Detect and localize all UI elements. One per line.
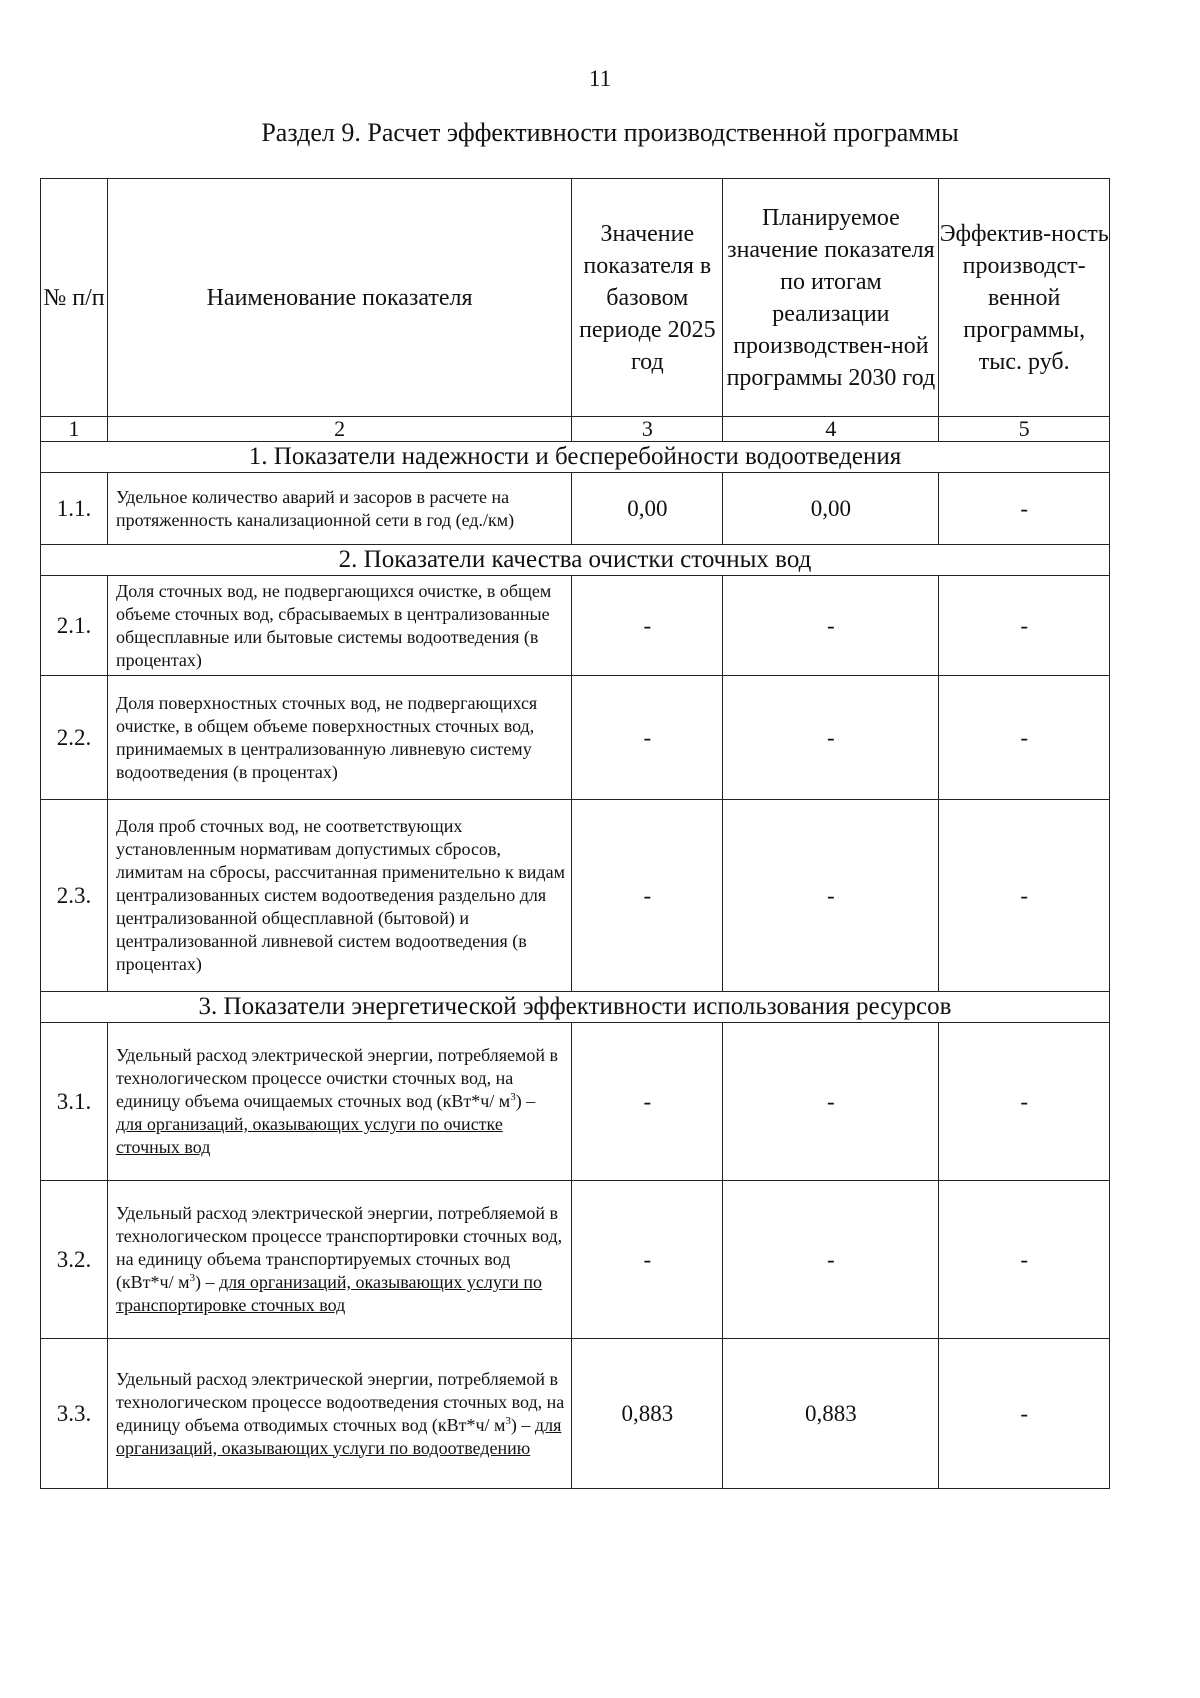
planned-value: -: [723, 1023, 939, 1181]
table-row: [41, 473, 1110, 545]
column-number-row: [41, 417, 1110, 442]
column-number: 2: [107, 417, 571, 442]
group-title: 3. Показатели энергетической эффективности использования ресурсов: [41, 992, 1110, 1023]
column-number: 4: [723, 417, 939, 442]
header-row: [41, 179, 1110, 417]
table-row: [41, 1181, 1110, 1339]
row-number: 3.2.: [41, 1181, 108, 1339]
row-number: 1.1.: [41, 473, 108, 545]
table-row: [41, 800, 1110, 992]
column-number: 3: [572, 417, 723, 442]
base-value: 0,883: [572, 1339, 723, 1489]
base-value: -: [572, 800, 723, 992]
indicator-name: Доля сточных вод, не подвергающихся очистке, в общем объеме сточных вод, сбрасываемых в централизованные общесплавные или бытовые системы водоотведения (в процентах): [107, 576, 571, 676]
planned-value: -: [723, 800, 939, 992]
group-title: 1. Показатели надежности и бесперебойности водоотведения: [41, 442, 1110, 473]
indicator-name: Доля поверхностных сточных вод, не подвергающихся очистке, в общем объеме поверхностных сточных вод, принимаемых в централизованную ливневую систему водоотведения (в процентах): [107, 676, 571, 800]
row-number: 3.3.: [41, 1339, 108, 1489]
base-value: -: [572, 1181, 723, 1339]
header-number: № п/п: [41, 179, 108, 417]
base-value: -: [572, 1023, 723, 1181]
superscript-3: 3: [505, 1414, 511, 1427]
row-number: 2.3.: [41, 800, 108, 992]
efficiency-value: -: [939, 1181, 1110, 1339]
table-row: [41, 676, 1110, 800]
indicator-scope-note: для организаций, оказывающих услуги по водоотведению: [115, 1414, 562, 1458]
page-number: 11: [588, 66, 612, 91]
indicator-text: Удельный расход электрической энергии, потребляемой в технологическом процессе очистки сточных вод, на единицу объема очищаемых сточных вод (кВт*ч/ м: [115, 1045, 559, 1111]
column-number: 5: [939, 417, 1110, 442]
indicator-name: [107, 1339, 571, 1489]
table-row: [41, 576, 1110, 676]
planned-value: 0,883: [723, 1339, 939, 1489]
planned-value: -: [723, 676, 939, 800]
planned-value: -: [723, 576, 939, 676]
group-header-row: [41, 442, 1110, 473]
indicator-scope-note: для организаций, оказывающих услуги по очистке сточных вод: [115, 1114, 503, 1157]
base-value: -: [572, 576, 723, 676]
header-efficiency: Эффектив-ность производст-венной программы, тыс. руб.: [939, 179, 1110, 417]
indicator-text: Удельный расход электрической энергии, потребляемой в технологическом процессе транспортировки сточных вод, на единицу объема транспортируемых сточных вод (кВт*ч/ м: [115, 1203, 563, 1292]
planned-value: -: [723, 1181, 939, 1339]
group-header-row: [41, 992, 1110, 1023]
indicator-dash: ) –: [195, 1272, 219, 1292]
efficiency-value: -: [939, 800, 1110, 992]
indicator-dash: ) –: [510, 1414, 535, 1435]
efficiency-value: -: [939, 676, 1110, 800]
indicator-scope-note: для организаций, оказывающих услуги по транспортировке сточных вод: [115, 1272, 543, 1315]
indicator-name: [107, 1181, 571, 1339]
table-row: [41, 1339, 1110, 1489]
superscript-3: 3: [189, 1272, 195, 1284]
group-header-row: [41, 545, 1110, 576]
header-indicator-name: Наименование показателя: [107, 179, 571, 417]
efficiency-value: -: [939, 473, 1110, 545]
base-value: 0,00: [572, 473, 723, 545]
superscript-3: 3: [510, 1091, 516, 1103]
indicator-name: Удельное количество аварий и засоров в расчете на протяженность канализационной сети в год (ед./км): [107, 473, 571, 545]
header-base-value: Значение показателя в базовом периоде 2025 год: [572, 179, 723, 417]
section-title: Раздел 9. Расчет эффективности производственной программы: [261, 118, 959, 147]
table-row: [41, 1023, 1110, 1181]
efficiency-value: -: [939, 1339, 1110, 1489]
efficiency-value: -: [939, 1023, 1110, 1181]
group-title: 2. Показатели качества очистки сточных вод: [41, 545, 1110, 576]
efficiency-value: -: [939, 576, 1110, 676]
row-number: 2.1.: [41, 576, 108, 676]
planned-value: 0,00: [723, 473, 939, 545]
header-planned-value: Планируемое значение показателя по итогам реализации производствен-ной программы 2030 год: [723, 179, 939, 417]
indicator-text: Удельный расход электрической энергии, потребляемой в технологическом процессе водоотведения сточных вод, на единицу объема отводимых сточных вод (кВт*ч/ м: [115, 1368, 565, 1435]
efficiency-table: [40, 178, 1110, 1489]
indicator-name: [107, 1023, 571, 1181]
row-number: 2.2.: [41, 676, 108, 800]
indicator-dash: ) –: [515, 1091, 536, 1111]
column-number: 1: [41, 417, 108, 442]
base-value: -: [572, 676, 723, 800]
indicator-name: Доля проб сточных вод, не соответствующих установленным нормативам допустимых сбросов, лимитам на сбросы, рассчитанная применительно к видам централизованных систем водоотведения раздельно для централизованной общесплавной (бытовой) и централизованной ливневой систем водоотведения (в процентах): [107, 800, 571, 992]
row-number: 3.1.: [41, 1023, 108, 1181]
